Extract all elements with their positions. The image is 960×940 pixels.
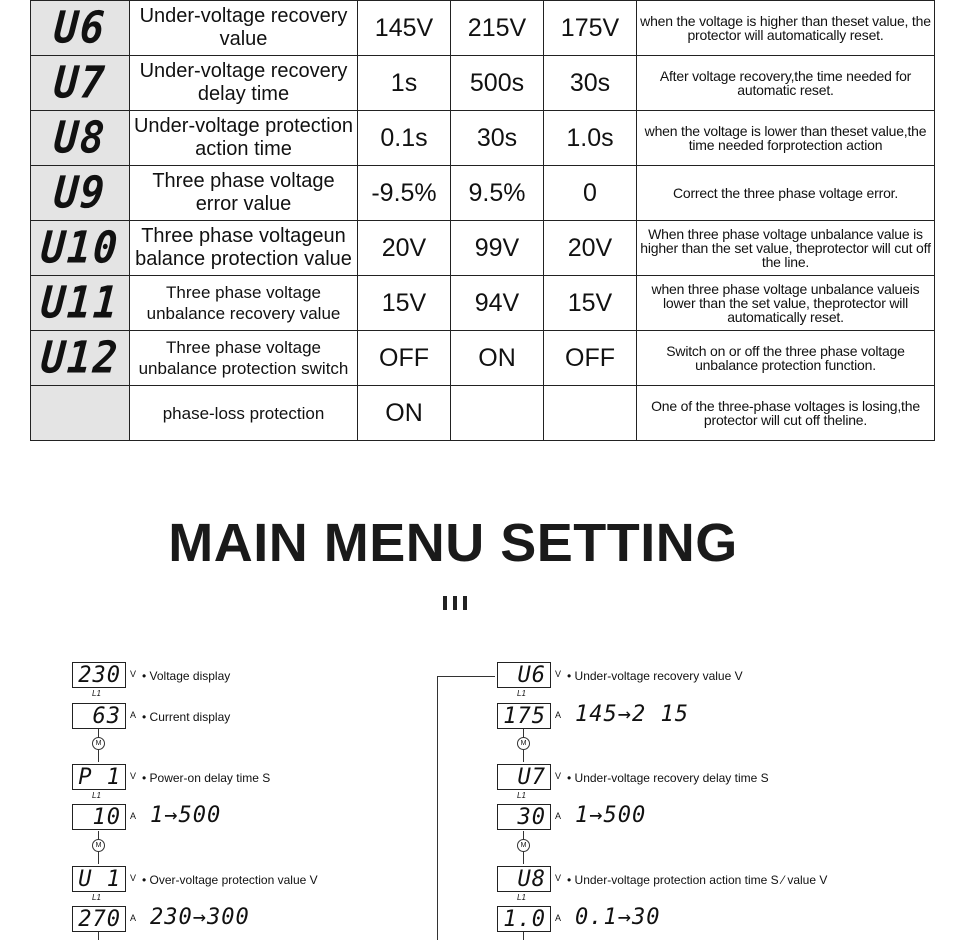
table-row <box>31 386 935 441</box>
unit-label: V <box>555 873 562 883</box>
lcd-display: U8 <box>497 866 551 892</box>
section-heading: MAIN MENU SETTING <box>168 513 738 573</box>
param-default-text: 15V <box>567 288 613 317</box>
parameter-table <box>30 0 935 441</box>
param-code-text: U10 <box>39 222 121 274</box>
param-description-text: when the voltage is lower than theset value,the time needed forprotection action <box>644 123 927 153</box>
param-code-text: U9 <box>52 167 108 219</box>
param-default-text: 1.0s <box>566 123 614 152</box>
param-code-text: U11 <box>39 277 121 329</box>
param-name-text: Under-voltage recovery delay time <box>139 60 348 105</box>
menu-item-label: • Power-on delay time S <box>142 771 271 785</box>
param-code <box>31 331 130 386</box>
param-name <box>130 1 358 56</box>
param-min <box>358 111 451 166</box>
param-max-text: 500s <box>469 68 525 97</box>
param-name-text: Under-voltage protection action time <box>133 115 353 160</box>
range-value: 1→500 <box>150 803 222 828</box>
param-description <box>637 56 935 111</box>
param-description <box>637 276 935 331</box>
param-default <box>544 386 637 441</box>
param-code <box>31 221 130 276</box>
param-code <box>31 1 130 56</box>
param-description <box>637 111 935 166</box>
param-name <box>130 221 358 276</box>
param-max <box>451 331 544 386</box>
unit-label: V <box>130 669 137 679</box>
lcd-display: 175 <box>497 703 551 729</box>
l1-label: L1 <box>517 791 526 800</box>
param-max-text: ON <box>478 343 516 372</box>
param-description <box>637 331 935 386</box>
param-name <box>130 386 358 441</box>
param-description-text: One of the three-phase voltages is losing,the protector will cut off theline. <box>651 398 920 428</box>
param-code <box>31 276 130 331</box>
param-description-text: Correct the three phase voltage error. <box>672 185 899 201</box>
param-min-text: 20V <box>381 233 427 262</box>
param-name-text: Three phase voltage error value <box>152 170 335 215</box>
param-code <box>31 56 130 111</box>
param-max-text: 30s <box>476 123 518 152</box>
l1-label: L1 <box>517 893 526 902</box>
param-code-text: U8 <box>52 112 108 164</box>
param-default <box>544 276 637 331</box>
m-button-icon: M <box>517 839 530 852</box>
param-default-text: 0 <box>583 178 597 207</box>
unit-label: V <box>555 771 562 781</box>
param-name <box>130 111 358 166</box>
m-button-icon: M <box>517 737 530 750</box>
range-value: 145→2 15 <box>575 702 689 727</box>
param-default-text: 175V <box>560 13 620 42</box>
param-name-text: phase-loss protection <box>162 403 325 423</box>
divider-bars-icon <box>443 596 473 612</box>
m-button-icon: M <box>92 839 105 852</box>
lcd-display: 10 <box>72 804 126 830</box>
unit-label: V <box>555 669 562 679</box>
range-value: 230→300 <box>150 905 250 930</box>
param-min <box>358 56 451 111</box>
lcd-display: 30 <box>497 804 551 830</box>
param-min <box>358 331 451 386</box>
l1-label: L1 <box>92 689 101 698</box>
lcd-display: 230 <box>72 662 126 688</box>
param-max <box>451 1 544 56</box>
param-description <box>637 386 935 441</box>
unit-label: A <box>130 913 137 923</box>
param-max <box>451 111 544 166</box>
param-max <box>451 276 544 331</box>
lcd-display: 1.0 <box>497 906 551 932</box>
param-default-text: 20V <box>567 233 613 262</box>
l1-label: L1 <box>92 791 101 800</box>
param-description <box>637 1 935 56</box>
menu-item-label: • Under-voltage recovery value V <box>567 669 743 683</box>
param-description <box>637 221 935 276</box>
lcd-display: U6 <box>497 662 551 688</box>
param-default <box>544 1 637 56</box>
param-min <box>358 166 451 221</box>
unit-label: A <box>555 710 562 720</box>
param-default <box>544 221 637 276</box>
param-min-text: 145V <box>374 13 434 42</box>
l1-label: L1 <box>92 893 101 902</box>
menu-item-label: • Current display <box>142 710 231 724</box>
param-code-text: U6 <box>52 2 108 54</box>
param-description-text: When three phase voltage unbalance value is higher than the set value, theprotector will cut off the line. <box>640 226 931 270</box>
menu-item-label: • Under-voltage recovery delay time S <box>567 771 769 785</box>
unit-label: V <box>130 771 137 781</box>
unit-label: A <box>130 710 137 720</box>
param-default-text: OFF <box>565 343 615 372</box>
m-button-icon: M <box>92 737 105 750</box>
param-max-text: 215V <box>467 13 527 42</box>
param-default <box>544 111 637 166</box>
param-code-text: U7 <box>52 57 108 109</box>
param-min <box>358 276 451 331</box>
param-max-text: 99V <box>474 233 520 262</box>
param-min-text: ON <box>385 398 423 427</box>
loop-line <box>437 676 495 677</box>
table-row <box>31 111 935 166</box>
param-name-text: Three phase voltageun balance protection value <box>135 225 352 270</box>
param-code <box>31 166 130 221</box>
param-name-text: Under-voltage recovery value <box>139 5 348 50</box>
param-max <box>451 166 544 221</box>
lcd-display: 270 <box>72 906 126 932</box>
param-description-text: when the voltage is higher than theset value, the protector will automatically reset. <box>640 13 931 43</box>
unit-label: A <box>130 811 137 821</box>
lcd-display: U 1 <box>72 866 126 892</box>
param-max-text: 9.5% <box>468 178 526 207</box>
param-default-text: 30s <box>569 68 611 97</box>
param-min-text: 15V <box>381 288 427 317</box>
param-description-text: when three phase voltage unbalance valueis lower than the set value, theprotector will automatically reset. <box>651 281 920 325</box>
lcd-display: 63 <box>72 703 126 729</box>
lcd-display: P 1 <box>72 764 126 790</box>
param-default <box>544 166 637 221</box>
param-description-text: Switch on or off the three phase voltage unbalance protection function. <box>666 343 905 373</box>
table-row <box>31 1 935 56</box>
unit-label: A <box>555 811 562 821</box>
table-row <box>31 56 935 111</box>
unit-label: A <box>555 913 562 923</box>
loop-line <box>437 676 438 940</box>
unit-label: V <box>130 873 137 883</box>
table-row <box>31 331 935 386</box>
param-max <box>451 56 544 111</box>
table-row <box>31 276 935 331</box>
menu-item-label: • Under-voltage protection action time S ⁄ value V <box>567 873 828 887</box>
param-max <box>451 386 544 441</box>
param-name-text: Three phase voltage unbalance protection switch <box>138 338 349 378</box>
table-row <box>31 221 935 276</box>
param-name <box>130 56 358 111</box>
menu-item-label: • Over-voltage protection value V <box>142 873 318 887</box>
param-min <box>358 1 451 56</box>
param-default <box>544 331 637 386</box>
table-row <box>31 166 935 221</box>
param-min-text: 0.1s <box>380 123 428 152</box>
param-code <box>31 111 130 166</box>
param-name <box>130 331 358 386</box>
lcd-display: U7 <box>497 764 551 790</box>
param-min <box>358 386 451 441</box>
param-code <box>31 386 130 441</box>
l1-label: L1 <box>517 689 526 698</box>
param-max-text: 94V <box>474 288 520 317</box>
param-name <box>130 166 358 221</box>
param-max <box>451 221 544 276</box>
param-name-text: Three phase voltage unbalance recovery value <box>146 283 341 323</box>
param-min <box>358 221 451 276</box>
param-name <box>130 276 358 331</box>
range-value: 0.1→30 <box>575 905 661 930</box>
param-min-text: -9.5% <box>371 178 437 207</box>
param-description-text: After voltage recovery,the time needed for automatic reset. <box>659 68 912 98</box>
param-min-text: OFF <box>379 343 429 372</box>
range-value: 1→500 <box>575 803 647 828</box>
param-min-text: 1s <box>390 68 418 97</box>
param-description <box>637 166 935 221</box>
menu-item-label: • Voltage display <box>142 669 231 683</box>
param-code-text: U12 <box>39 332 121 384</box>
param-default <box>544 56 637 111</box>
